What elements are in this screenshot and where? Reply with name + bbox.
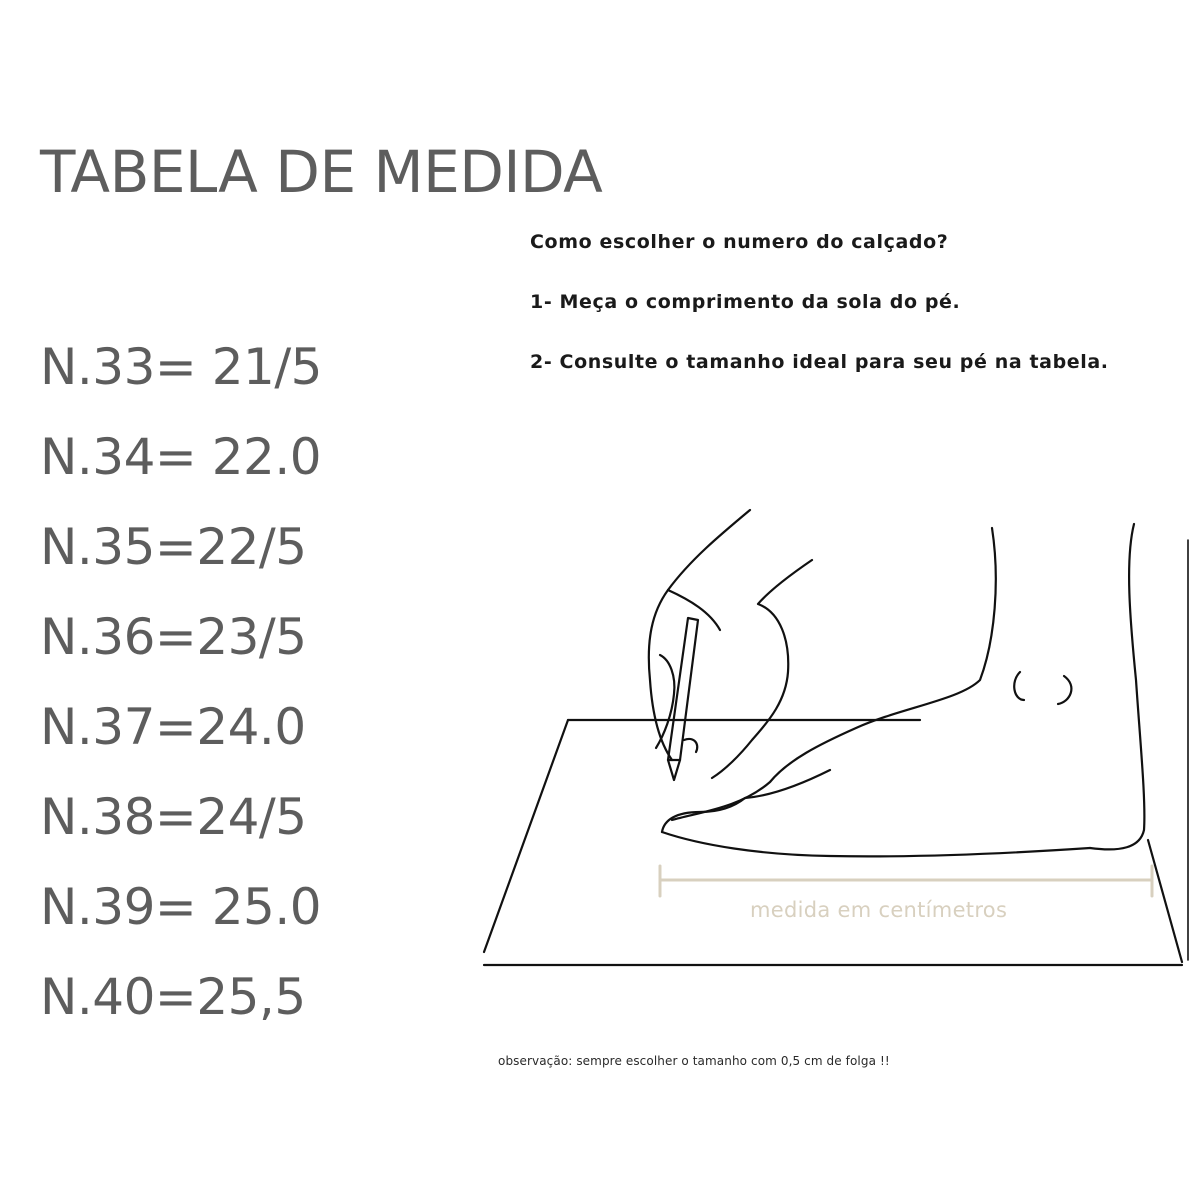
size-row: N.35=22/5 [40, 518, 307, 576]
instructions-step-1: 1- Meça o comprimento da sola do pé. [530, 291, 961, 313]
observation-note: observação: sempre escolher o tamanho com 0,5 cm de folga !! [498, 1054, 890, 1068]
size-row: N.34= 22.0 [40, 428, 322, 486]
foot-toes [662, 770, 830, 832]
size-row: N.33= 21/5 [40, 338, 322, 396]
ankle-mark [1058, 676, 1071, 704]
size-row: N.39= 25.0 [40, 878, 322, 936]
size-table [40, 322, 322, 1042]
instructions [530, 228, 1200, 408]
leg-outline-back [1090, 524, 1144, 849]
hand-finger [668, 590, 720, 630]
size-row: N.38=24/5 [40, 788, 307, 846]
measure-label: medida em centímetros [750, 898, 1008, 922]
pen-tip [668, 760, 680, 780]
hand-outline [649, 510, 750, 760]
measure-bracket [660, 866, 1152, 896]
pen [668, 618, 698, 760]
size-row: N.37=24.0 [40, 698, 306, 756]
ankle-mark [1014, 672, 1024, 700]
pen-finger-ring [684, 739, 697, 752]
leg-outline-front [672, 528, 996, 820]
instructions-question: Como escolher o numero do calçado? [530, 231, 949, 253]
hand-outline [712, 560, 812, 778]
paper-sheet-right-edge [1148, 840, 1182, 962]
paper-sheet-left-edge [484, 720, 568, 952]
foot-sole [662, 832, 1090, 856]
size-row: N.40=25,5 [40, 968, 306, 1026]
size-row: N.36=23/5 [40, 608, 307, 666]
instructions-step-2: 2- Consulte o tamanho ideal para seu pé na tabela. [530, 351, 1109, 373]
page-title: TABELA DE MEDIDA [40, 138, 603, 206]
